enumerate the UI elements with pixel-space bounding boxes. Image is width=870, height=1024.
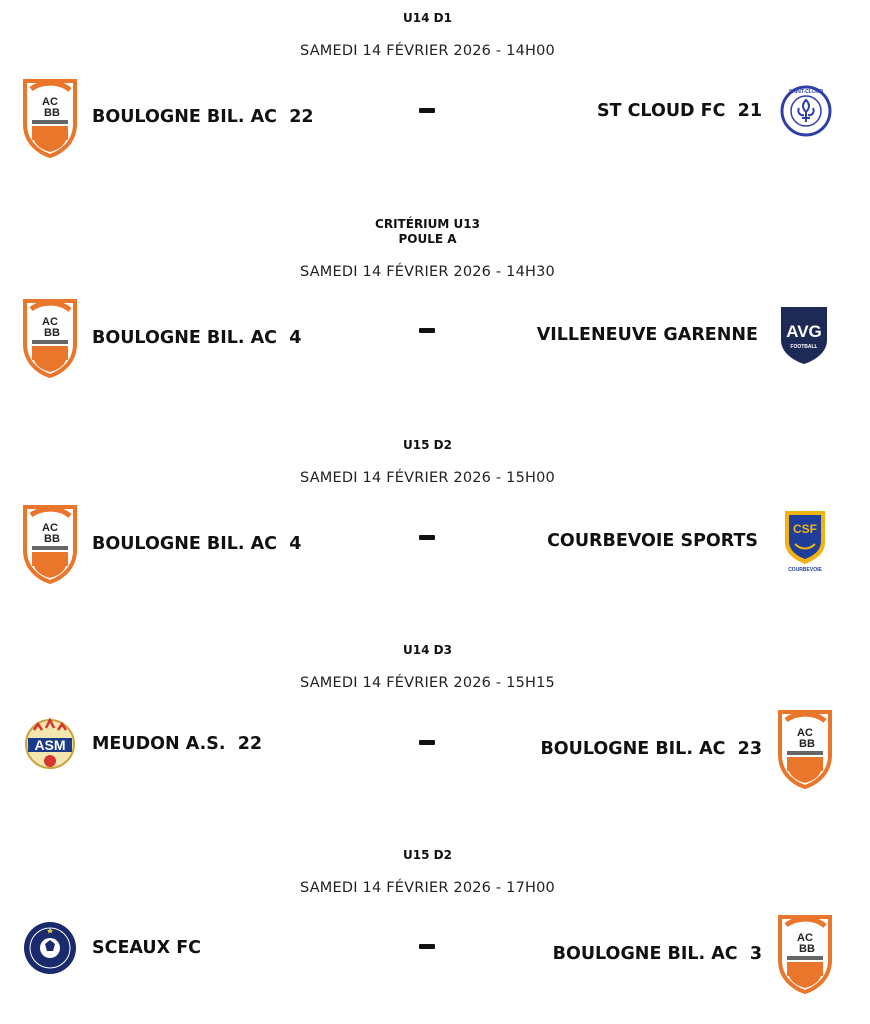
home-team xyxy=(92,328,301,348)
home-team xyxy=(92,938,201,958)
home-team-name: SCEAUX FC xyxy=(92,938,201,958)
away-team-score: 23 xyxy=(737,739,762,759)
away-team xyxy=(553,944,762,964)
sceaux-crest-icon xyxy=(22,920,78,976)
away-team-name: VILLENEUVE GARENNE xyxy=(536,325,758,345)
away-team xyxy=(537,325,758,345)
home-team-score: 4 xyxy=(289,328,302,348)
acbb-crest-icon xyxy=(777,914,833,994)
away-team xyxy=(540,739,762,759)
competition-label: U15 D2 xyxy=(403,438,452,452)
competition-label: U14 D1 xyxy=(403,11,452,25)
home-team-score: 22 xyxy=(237,734,263,754)
svg-text:BB: BB xyxy=(44,327,60,339)
svg-text:COURBEVOIE: COURBEVOIE xyxy=(788,567,822,573)
competition-label: CRITÉRIUM U13 POULE A xyxy=(375,217,480,246)
away-team-name: BOULOGNE BIL. AC xyxy=(540,739,726,759)
svg-text:BB: BB xyxy=(44,533,60,545)
away-team-name: COURBEVOIE SPORTS xyxy=(547,531,758,551)
svg-text:BB: BB xyxy=(44,107,60,119)
versus-dash xyxy=(419,740,435,745)
match-date: SAMEDI 14 FÉVRIER 2026 - 14H00 xyxy=(300,43,555,59)
svg-text:AC: AC xyxy=(42,522,58,534)
avg-crest-icon xyxy=(778,304,830,366)
asm-crest-icon xyxy=(22,714,78,772)
match-date: SAMEDI 14 FÉVRIER 2026 - 14H30 xyxy=(300,264,555,280)
versus-dash xyxy=(419,328,435,333)
away-team-name: BOULOGNE BIL. AC xyxy=(552,944,738,964)
home-team-name: BOULOGNE BIL. AC xyxy=(92,534,278,554)
competition-label: U15 D2 xyxy=(403,848,452,862)
svg-text:AC: AC xyxy=(797,727,813,739)
away-team xyxy=(547,531,758,551)
svg-text:BB: BB xyxy=(799,738,815,750)
match-date: SAMEDI 14 FÉVRIER 2026 - 15H15 xyxy=(300,675,555,691)
svg-text:AC: AC xyxy=(42,96,58,108)
versus-dash xyxy=(419,535,435,540)
match-date: SAMEDI 14 FÉVRIER 2026 - 15H00 xyxy=(300,470,555,486)
competition-label: U14 D3 xyxy=(403,643,452,657)
home-team xyxy=(92,734,262,754)
home-team-name: BOULOGNE BIL. AC xyxy=(92,107,278,127)
away-team-name: ST CLOUD FC xyxy=(596,101,726,121)
csf-crest-icon xyxy=(781,508,829,576)
svg-text:AVG: AVG xyxy=(786,322,822,341)
svg-text:AC: AC xyxy=(797,932,813,944)
acbb-crest-icon xyxy=(22,298,78,378)
svg-text:SAINT-CLOUD: SAINT-CLOUD xyxy=(788,89,824,95)
home-team-name: MEUDON A.S. xyxy=(92,734,226,754)
home-team-name: BOULOGNE BIL. AC xyxy=(92,328,278,348)
acbb-crest-icon xyxy=(22,504,78,584)
match-date: SAMEDI 14 FÉVRIER 2026 - 17H00 xyxy=(300,880,555,896)
home-team-score: 22 xyxy=(289,107,314,127)
versus-dash xyxy=(419,944,435,949)
away-team-score: 3 xyxy=(749,944,762,964)
svg-text:FOOTBALL: FOOTBALL xyxy=(790,344,818,350)
svg-text:CSF: CSF xyxy=(793,522,817,536)
svg-text:ASM: ASM xyxy=(34,737,66,753)
home-team-score: 4 xyxy=(289,534,302,554)
home-team xyxy=(92,534,301,554)
away-team-score: 21 xyxy=(737,101,762,121)
acbb-crest-icon xyxy=(777,709,833,789)
svg-text:AC: AC xyxy=(42,316,58,328)
svg-text:BB: BB xyxy=(799,943,815,955)
